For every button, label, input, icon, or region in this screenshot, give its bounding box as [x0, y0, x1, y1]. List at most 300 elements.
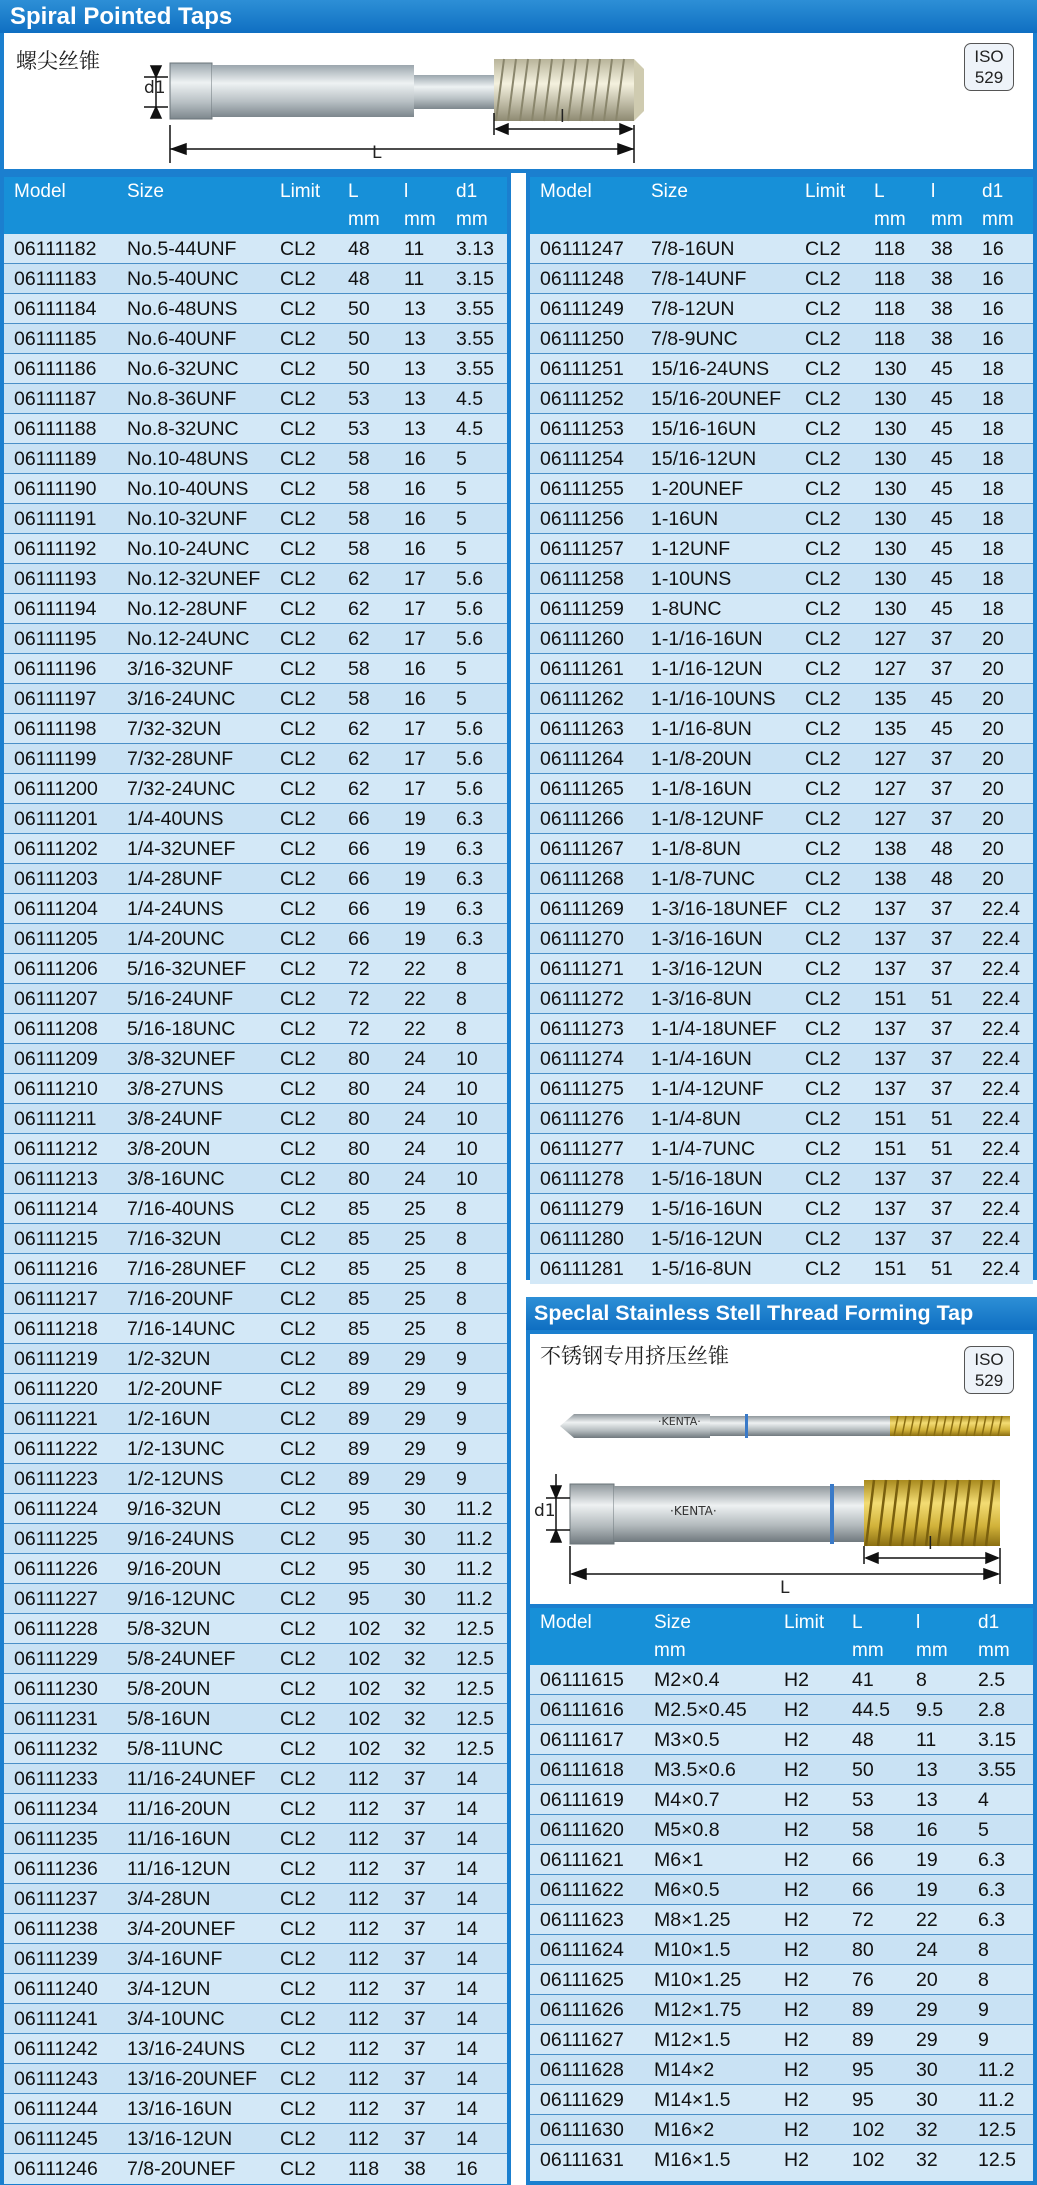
limit-cell: CL2 — [805, 598, 841, 620]
model-cell: 06111227 — [14, 1588, 98, 1610]
limit-cell: CL2 — [280, 388, 316, 410]
col-d1-unit: mm — [978, 1640, 1010, 1661]
d1-cell: 22.4 — [982, 958, 1020, 980]
size-cell: 1-1/8-16UN — [651, 778, 752, 800]
l-cell: 29 — [404, 1348, 426, 1370]
table-row — [530, 864, 1033, 894]
limit-cell: H2 — [784, 2029, 809, 2051]
size-cell: 15/16-16UN — [651, 418, 757, 440]
size-cell: 1-1/4-16UN — [651, 1048, 752, 1070]
table-row — [530, 2025, 1033, 2055]
d1-cell: 3.15 — [978, 1729, 1016, 1751]
size-cell: 3/4-28UN — [127, 1888, 211, 1910]
col-size-header: Size — [127, 181, 164, 202]
table-row — [530, 1785, 1033, 1815]
size-cell: 5/8-20UN — [127, 1678, 211, 1700]
model-cell: 06111242 — [14, 2038, 98, 2060]
model-cell: 06111251 — [540, 358, 624, 380]
model-cell: 06111209 — [14, 1048, 98, 1070]
limit-cell: CL2 — [805, 1258, 841, 1280]
limit-cell: CL2 — [280, 508, 316, 530]
l-cell: 37 — [931, 1018, 953, 1040]
model-cell: 06111204 — [14, 898, 98, 920]
model-cell: 06111279 — [540, 1198, 624, 1220]
size-cell: 5/16-24UNF — [127, 988, 234, 1010]
limit-cell: CL2 — [280, 808, 316, 830]
spiral-dim-l: l — [560, 107, 565, 127]
d1-cell: 14 — [456, 1918, 478, 1940]
table-row — [530, 1995, 1033, 2025]
d1-cell: 4.5 — [456, 418, 484, 440]
size-cell: M5×0.8 — [654, 1819, 720, 1841]
limit-cell: H2 — [784, 1969, 809, 1991]
col-limit-header: Limit — [805, 181, 846, 202]
table-row — [530, 1164, 1033, 1194]
d1-cell: 8 — [456, 958, 467, 980]
model-cell: 06111195 — [14, 628, 97, 650]
table-row — [530, 1134, 1033, 1164]
L-cell: 89 — [348, 1348, 370, 1370]
L-cell: 137 — [874, 1168, 907, 1190]
d1-cell: 22.4 — [982, 1138, 1020, 1160]
col-size-header: Size — [651, 181, 688, 202]
table-row — [4, 714, 507, 744]
forming-chinese-name: 不锈钢专用挤压丝锥 — [540, 1344, 729, 1368]
d1-cell: 11.2 — [456, 1588, 493, 1610]
model-cell: 06111243 — [14, 2068, 98, 2090]
limit-cell: CL2 — [280, 718, 316, 740]
d1-cell: 12.5 — [456, 1708, 494, 1730]
L-cell: 137 — [874, 1018, 907, 1040]
size-cell: M4×0.7 — [654, 1789, 720, 1811]
table-row — [530, 804, 1033, 834]
L-cell: 95 — [348, 1498, 370, 1520]
limit-cell: CL2 — [280, 1108, 316, 1130]
table-row — [4, 954, 507, 984]
l-cell: 19 — [916, 1879, 938, 1901]
L-cell: 112 — [348, 1948, 380, 1970]
col-l-unit: mm — [931, 209, 963, 230]
model-cell: 06111272 — [540, 988, 624, 1010]
limit-cell: CL2 — [280, 238, 316, 260]
L-cell: 66 — [348, 898, 370, 920]
size-cell: 1/4-24UNS — [127, 898, 224, 920]
size-cell: 1-1/8-8UN — [651, 838, 741, 860]
model-cell: 06111281 — [540, 1258, 624, 1280]
table-row — [4, 414, 507, 444]
L-cell: 118 — [348, 2158, 380, 2180]
table-row — [530, 1815, 1033, 1845]
size-cell: 1/2-20UNF — [127, 1378, 223, 1400]
limit-cell: H2 — [784, 1909, 809, 1931]
d1-cell: 3.55 — [456, 328, 494, 350]
model-cell: 06111257 — [540, 538, 624, 560]
size-cell: 11/16-20UN — [127, 1798, 231, 1820]
table-row — [4, 744, 507, 774]
d1-cell: 22.4 — [982, 1108, 1020, 1130]
L-cell: 102 — [348, 1648, 381, 1670]
L-cell: 58 — [348, 688, 370, 710]
limit-cell: CL2 — [280, 1708, 316, 1730]
size-cell: 1-5/16-18UN — [651, 1168, 763, 1190]
d1-cell: 20 — [982, 838, 1004, 860]
size-cell: 13/16-20UNEF — [127, 2068, 258, 2090]
spiral-table-right — [526, 173, 1037, 1280]
d1-cell: 20 — [982, 808, 1004, 830]
d1-cell: 20 — [982, 688, 1004, 710]
l-cell: 17 — [404, 718, 426, 740]
size-cell: 1-1/8-20UN — [651, 748, 752, 770]
l-cell: 37 — [931, 928, 953, 950]
L-cell: 127 — [874, 778, 907, 800]
d1-cell: 11.2 — [978, 2089, 1015, 2111]
L-cell: 151 — [874, 1138, 907, 1160]
model-cell: 06111208 — [14, 1018, 98, 1040]
l-cell: 37 — [931, 958, 953, 980]
d1-cell: 3.55 — [456, 298, 494, 320]
L-cell: 58 — [348, 448, 370, 470]
l-cell: 19 — [404, 928, 426, 950]
d1-cell: 5 — [456, 508, 467, 530]
model-cell: 06111260 — [540, 628, 624, 650]
l-cell: 17 — [404, 628, 426, 650]
model-cell: 06111183 — [14, 268, 97, 290]
L-cell: 130 — [874, 598, 907, 620]
l-cell: 38 — [931, 298, 953, 320]
limit-cell: CL2 — [805, 538, 841, 560]
L-cell: 58 — [348, 658, 370, 680]
table-row — [530, 234, 1033, 264]
size-cell: 7/32-32UN — [127, 718, 222, 740]
table-row — [4, 2094, 507, 2124]
col-model-header: Model — [540, 181, 592, 202]
table-row — [4, 1704, 507, 1734]
col-size-header: Size — [654, 1612, 691, 1633]
model-cell: 06111253 — [540, 418, 624, 440]
table-row — [4, 834, 507, 864]
limit-cell: CL2 — [280, 1948, 316, 1970]
d1-cell: 3.15 — [456, 268, 494, 290]
model-cell: 06111239 — [14, 1948, 98, 1970]
limit-cell: CL2 — [805, 808, 841, 830]
limit-cell: CL2 — [280, 1318, 316, 1340]
size-cell: 3/4-16UNF — [127, 1948, 223, 1970]
model-cell: 06111237 — [14, 1888, 98, 1910]
model-cell: 06111274 — [540, 1048, 624, 1070]
L-cell: 137 — [874, 1198, 907, 1220]
size-cell: No.12-28UNF — [127, 598, 248, 620]
table-row — [530, 414, 1033, 444]
L-cell: 102 — [852, 2119, 885, 2141]
L-cell: 89 — [852, 1999, 874, 2021]
size-cell: 1/4-32UNEF — [127, 838, 236, 860]
limit-cell: CL2 — [805, 1228, 841, 1250]
l-cell: 22 — [404, 1018, 426, 1040]
d1-cell: 9 — [456, 1408, 467, 1430]
d1-cell: 10 — [456, 1078, 478, 1100]
L-cell: 62 — [348, 628, 370, 650]
size-cell: M12×1.75 — [654, 1999, 742, 2021]
limit-cell: H2 — [784, 1819, 809, 1841]
size-cell: 13/16-16UN — [127, 2098, 233, 2120]
l-cell: 24 — [404, 1048, 426, 1070]
model-cell: 06111203 — [14, 868, 98, 890]
d1-cell: 18 — [982, 538, 1004, 560]
d1-cell: 22.4 — [982, 1228, 1020, 1250]
L-cell: 58 — [348, 508, 370, 530]
model-cell: 06111233 — [14, 1768, 98, 1790]
l-cell: 13 — [404, 418, 426, 440]
l-cell: 32 — [916, 2149, 938, 2171]
limit-cell: H2 — [784, 2149, 809, 2171]
d1-cell: 18 — [982, 478, 1004, 500]
size-cell: 1-16UN — [651, 508, 719, 530]
l-cell: 37 — [404, 1948, 426, 1970]
table-row — [4, 264, 507, 294]
l-cell: 45 — [931, 508, 953, 530]
limit-cell: CL2 — [280, 2038, 316, 2060]
l-cell: 11 — [916, 1729, 937, 1751]
L-cell: 130 — [874, 418, 907, 440]
size-cell: 9/16-24UNS — [127, 1528, 235, 1550]
table-row — [4, 1914, 507, 1944]
size-cell: 7/8-14UNF — [651, 268, 747, 290]
model-cell: 06111235 — [14, 1828, 98, 1850]
limit-cell: CL2 — [280, 418, 316, 440]
limit-cell: H2 — [784, 1849, 809, 1871]
limit-cell: CL2 — [280, 2008, 316, 2030]
model-cell: 06111262 — [540, 688, 624, 710]
limit-cell: CL2 — [280, 928, 316, 950]
d1-cell: 5 — [456, 448, 467, 470]
model-cell: 06111631 — [540, 2149, 624, 2171]
L-cell: 112 — [348, 1918, 380, 1940]
l-cell: 37 — [404, 2038, 426, 2060]
size-cell: No.8-36UNF — [127, 388, 237, 410]
model-cell: 06111213 — [14, 1168, 98, 1190]
model-cell: 06111193 — [14, 568, 97, 590]
table-row — [530, 714, 1033, 744]
model-cell: 06111238 — [14, 1918, 98, 1940]
limit-cell: CL2 — [280, 448, 316, 470]
size-cell: 7/8-12UN — [651, 298, 735, 320]
L-cell: 89 — [348, 1438, 370, 1460]
L-cell: 118 — [874, 238, 906, 260]
table-row — [530, 2085, 1033, 2115]
size-cell: 1-1/4-7UNC — [651, 1138, 756, 1160]
L-cell: 130 — [874, 568, 907, 590]
L-cell: 62 — [348, 778, 370, 800]
limit-cell: CL2 — [805, 958, 841, 980]
size-cell: 9/16-20UN — [127, 1558, 222, 1580]
d1-cell: 5.6 — [456, 748, 484, 770]
col-L-unit: mm — [852, 1640, 884, 1661]
L-cell: 62 — [348, 598, 370, 620]
l-cell: 30 — [916, 2089, 938, 2111]
L-cell: 127 — [874, 748, 907, 770]
model-cell: 06111240 — [14, 1978, 98, 2000]
l-cell: 16 — [404, 538, 426, 560]
L-cell: 72 — [348, 1018, 370, 1040]
L-cell: 137 — [874, 1228, 907, 1250]
col-model-header: Model — [540, 1612, 592, 1633]
model-cell: 06111276 — [540, 1108, 624, 1130]
table-row — [530, 924, 1033, 954]
table-row — [4, 864, 507, 894]
L-cell: 62 — [348, 748, 370, 770]
l-cell: 32 — [404, 1618, 426, 1640]
limit-cell: CL2 — [805, 328, 841, 350]
size-cell: M12×1.5 — [654, 2029, 731, 2051]
l-cell: 25 — [404, 1228, 426, 1250]
d1-cell: 18 — [982, 388, 1004, 410]
d1-cell: 8 — [456, 1318, 467, 1340]
limit-cell: CL2 — [280, 2098, 316, 2120]
limit-cell: H2 — [784, 2089, 809, 2111]
l-cell: 16 — [404, 448, 426, 470]
L-cell: 102 — [348, 1618, 381, 1640]
size-cell: 1-8UNC — [651, 598, 722, 620]
limit-cell: CL2 — [280, 2128, 316, 2150]
model-cell: 06111622 — [540, 1879, 624, 1901]
col-limit-header: Limit — [280, 181, 321, 202]
spiral-right-header — [530, 177, 1033, 234]
l-cell: 37 — [931, 1048, 953, 1070]
table-row — [530, 1254, 1033, 1284]
l-cell: 37 — [404, 2068, 426, 2090]
L-cell: 62 — [348, 568, 370, 590]
forming-rows — [530, 1665, 1033, 2175]
limit-cell: CL2 — [280, 838, 316, 860]
l-cell: 32 — [916, 2119, 938, 2141]
limit-cell: CL2 — [280, 868, 316, 890]
size-cell: M6×1 — [654, 1849, 704, 1871]
model-cell: 06111218 — [14, 1318, 98, 1340]
l-cell: 29 — [404, 1438, 426, 1460]
l-cell: 45 — [931, 688, 953, 710]
size-cell: M8×1.25 — [654, 1909, 731, 1931]
L-cell: 112 — [348, 2068, 380, 2090]
size-cell: 11/16-12UN — [127, 1858, 231, 1880]
limit-cell: CL2 — [280, 1858, 316, 1880]
col-L-header: L — [852, 1612, 863, 1633]
d1-cell: 22.4 — [982, 1048, 1020, 1070]
l-cell: 17 — [404, 568, 426, 590]
table-row — [4, 654, 507, 684]
d1-cell: 2.5 — [978, 1669, 1006, 1691]
table-row — [4, 1284, 507, 1314]
d1-cell: 18 — [982, 508, 1004, 530]
size-cell: No.8-32UNC — [127, 418, 239, 440]
size-cell: M3×0.5 — [654, 1729, 720, 1751]
limit-cell: CL2 — [280, 268, 316, 290]
l-cell: 32 — [404, 1648, 426, 1670]
L-cell: 112 — [348, 1768, 380, 1790]
l-cell: 24 — [404, 1138, 426, 1160]
limit-cell: CL2 — [280, 688, 316, 710]
d1-cell: 5.6 — [456, 598, 484, 620]
l-cell: 24 — [916, 1939, 938, 1961]
table-row — [530, 504, 1033, 534]
d1-cell: 20 — [982, 868, 1004, 890]
spiral-dim-d1: d1 — [144, 78, 166, 98]
model-cell: 06111194 — [14, 598, 97, 620]
size-cell: 1-5/16-12UN — [651, 1228, 763, 1250]
model-cell: 06111258 — [540, 568, 624, 590]
d1-cell: 14 — [456, 1948, 478, 1970]
d1-cell: 8 — [978, 1969, 989, 1991]
model-cell: 06111202 — [14, 838, 98, 860]
l-cell: 24 — [404, 1168, 426, 1190]
table-row — [4, 1944, 507, 1974]
L-cell: 137 — [874, 1048, 907, 1070]
table-row — [4, 1764, 507, 1794]
col-model-header: Model — [14, 181, 66, 202]
l-cell: 51 — [931, 1138, 953, 1160]
spiral-left-rows — [4, 234, 507, 2184]
table-row — [530, 444, 1033, 474]
model-cell: 06111277 — [540, 1138, 624, 1160]
table-row — [530, 2115, 1033, 2145]
model-cell: 06111244 — [14, 2098, 98, 2120]
d1-cell: 3.13 — [456, 238, 494, 260]
limit-cell: CL2 — [280, 1408, 316, 1430]
d1-cell: 6.3 — [456, 868, 484, 890]
model-cell: 06111224 — [14, 1498, 98, 1520]
d1-cell: 9 — [978, 1999, 989, 2021]
L-cell: 137 — [874, 1078, 907, 1100]
col-l-unit: mm — [404, 209, 436, 230]
limit-cell: H2 — [784, 1999, 809, 2021]
table-row — [530, 2145, 1033, 2175]
model-cell: 06111269 — [540, 898, 624, 920]
table-row — [530, 264, 1033, 294]
size-cell: 1-1/8-12UNF — [651, 808, 764, 830]
size-cell: M16×2 — [654, 2119, 715, 2141]
limit-cell: H2 — [784, 1699, 809, 1721]
l-cell: 45 — [931, 568, 953, 590]
L-cell: 53 — [348, 388, 370, 410]
L-cell: 112 — [348, 1858, 380, 1880]
size-cell: 7/8-20UNEF — [127, 2158, 236, 2180]
L-cell: 72 — [348, 958, 370, 980]
l-cell: 38 — [404, 2158, 426, 2180]
L-cell: 138 — [874, 868, 907, 890]
limit-cell: CL2 — [805, 1168, 841, 1190]
l-cell: 17 — [404, 748, 426, 770]
model-cell: 06111184 — [14, 298, 97, 320]
L-cell: 50 — [348, 328, 370, 350]
table-row — [530, 1014, 1033, 1044]
l-cell: 37 — [404, 1858, 426, 1880]
l-cell: 37 — [404, 2008, 426, 2030]
spiral-table-left — [0, 173, 511, 2185]
table-row — [530, 1845, 1033, 1875]
table-row — [4, 534, 507, 564]
l-cell: 45 — [931, 538, 953, 560]
limit-cell: CL2 — [280, 538, 316, 560]
l-cell: 37 — [931, 748, 953, 770]
model-cell: 06111182 — [14, 238, 97, 260]
table-row — [4, 624, 507, 654]
l-cell: 16 — [404, 658, 426, 680]
size-cell: 3/16-32UNF — [127, 658, 234, 680]
size-cell: 1-1/4-12UNF — [651, 1078, 764, 1100]
model-cell: 06111280 — [540, 1228, 624, 1250]
L-cell: 127 — [874, 628, 907, 650]
L-cell: 89 — [348, 1378, 370, 1400]
l-cell: 29 — [404, 1468, 426, 1490]
